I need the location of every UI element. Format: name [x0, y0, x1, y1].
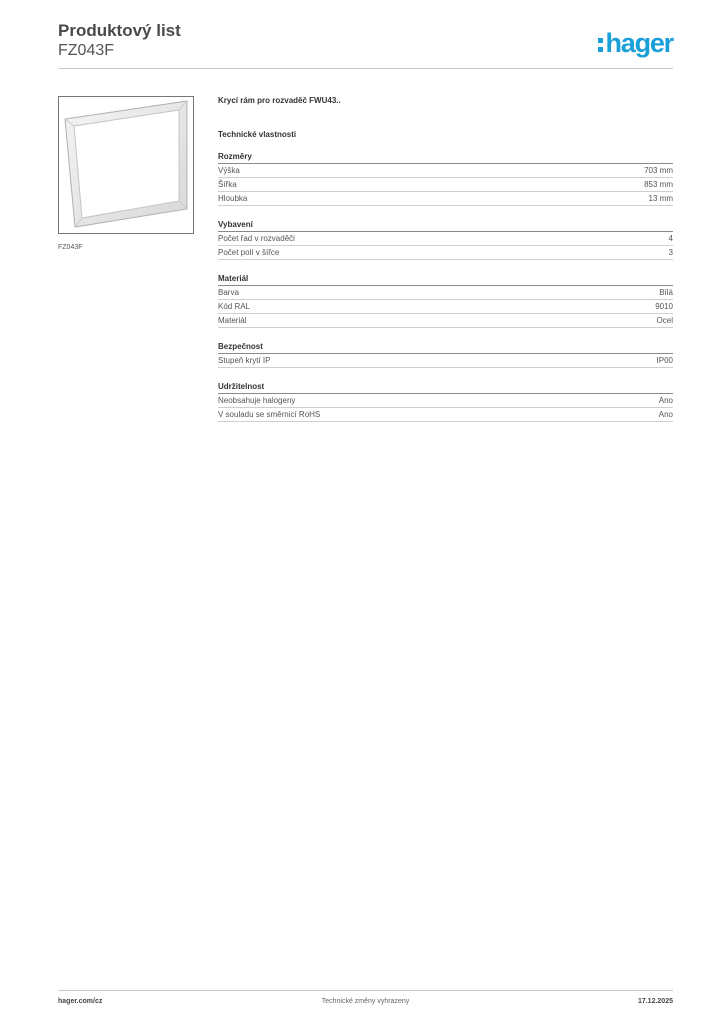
footer-note: Technické změny vyhrazeny	[321, 998, 410, 1005]
footer-date: 17.12.2025	[637, 998, 673, 1005]
page-header	[58, 20, 673, 61]
spec-value: 13 mm	[648, 194, 673, 203]
spec-value: 3	[668, 248, 673, 257]
spec-value: 703 mm	[644, 166, 673, 175]
spec-label: Počet řad v rozvaděči	[218, 234, 295, 243]
spec-value: Bílá	[659, 288, 673, 297]
footer-website-link[interactable]: hager.com/cz	[58, 998, 103, 1005]
spec-label: Barva	[218, 288, 239, 297]
image-caption: FZ043F	[58, 244, 83, 251]
spec-value: IP00	[656, 356, 673, 365]
spec-row	[218, 178, 673, 192]
spec-value: Ocel	[656, 316, 673, 325]
spec-row	[218, 314, 673, 328]
section-title: Vybavení	[218, 220, 673, 232]
section-title: Bezpečnost	[218, 342, 673, 354]
spec-label: V souladu se směrnicí RoHS	[218, 410, 321, 419]
spec-row	[218, 408, 673, 422]
spec-label: Stupeň krytí IP	[218, 356, 271, 365]
technical-properties-title: Technické vlastnosti	[218, 130, 297, 139]
spec-section-dimensions	[218, 152, 673, 206]
spec-row	[218, 164, 673, 178]
footer-divider	[58, 990, 673, 991]
spec-section-safety	[218, 342, 673, 368]
spec-label: Neobsahuje halogeny	[218, 396, 296, 405]
spec-value: 853 mm	[644, 180, 673, 189]
product-code: FZ043F	[58, 42, 115, 59]
spec-row	[218, 394, 673, 408]
spec-label: Počet polí v šířce	[218, 248, 280, 257]
product-description: Krycí rám pro rozvaděč FWU43..	[218, 96, 341, 105]
spec-label: Šířka	[218, 180, 237, 189]
spec-row	[218, 286, 673, 300]
spec-row	[218, 246, 673, 260]
section-title: Rozměry	[218, 152, 673, 164]
document-title: Produktový list	[58, 21, 181, 40]
spec-label: Kód RAL	[218, 302, 251, 311]
logo-wordmark: hager	[605, 28, 673, 58]
header-divider	[58, 68, 673, 69]
hager-logo	[598, 28, 673, 58]
spec-value: Ano	[658, 396, 673, 405]
section-title: Materiál	[218, 274, 673, 286]
logo-dots-icon	[598, 38, 603, 52]
frame-illustration-icon	[59, 97, 193, 233]
spec-row	[218, 354, 673, 368]
spec-value: 4	[668, 234, 673, 243]
spec-value: 9010	[655, 302, 673, 311]
spec-section-material	[218, 274, 673, 328]
spec-content	[218, 96, 673, 422]
spec-row	[218, 232, 673, 246]
spec-label: Výška	[218, 166, 240, 175]
spec-row	[218, 192, 673, 206]
spec-row	[218, 300, 673, 314]
spec-section-equipment	[218, 220, 673, 260]
spec-label: Materiál	[218, 316, 247, 325]
product-image	[58, 96, 194, 234]
spec-label: Hloubka	[218, 194, 248, 203]
spec-value: Ano	[658, 410, 673, 419]
spec-section-sustainability	[218, 382, 673, 422]
section-title: Udržitelnost	[218, 382, 673, 394]
